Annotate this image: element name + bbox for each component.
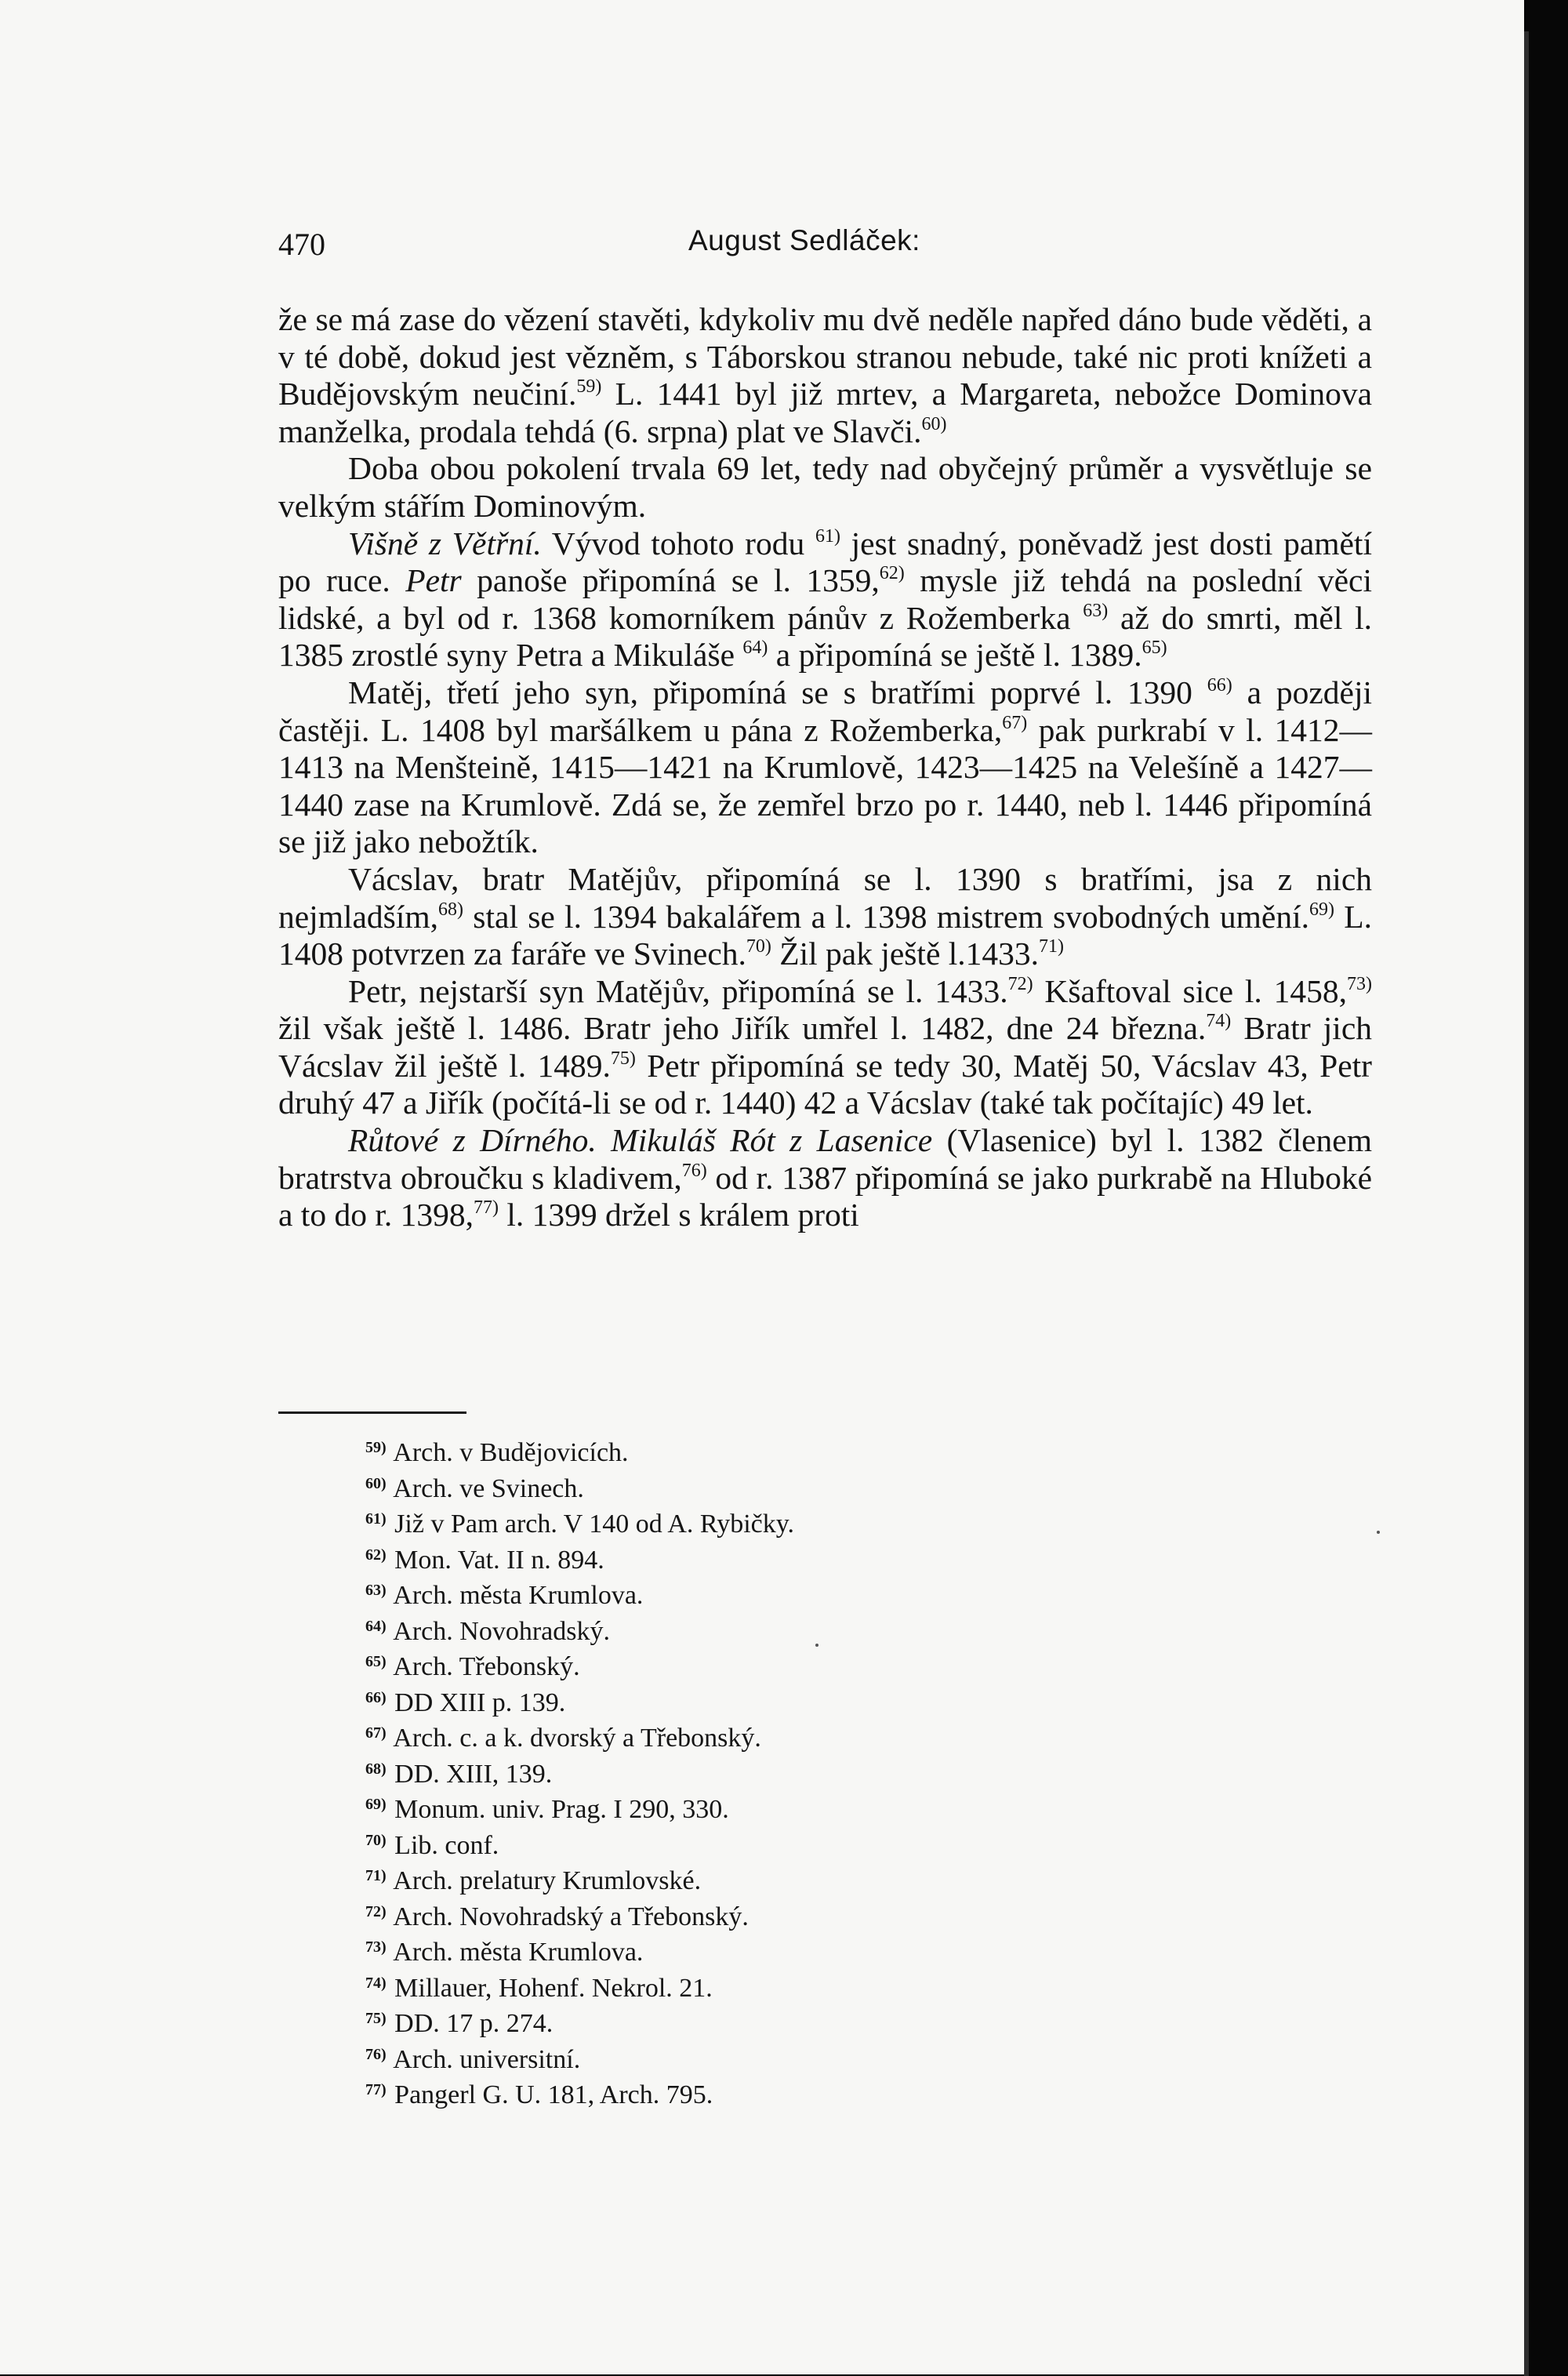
text-run: l. 1399 držel s králem proti (498, 1197, 859, 1233)
paragraph-3 (278, 525, 1372, 674)
footnote (365, 1540, 1306, 1576)
footnote-text: Arch. v Budějovicích. (393, 1438, 629, 1467)
footnote-ref: 71) (1039, 936, 1065, 957)
footnote (365, 1861, 1306, 1897)
footnote-text: Arch. města Krumlova. (393, 1938, 644, 1967)
footnote (365, 1611, 1306, 1648)
footnote-ref: 68) (438, 899, 464, 920)
footnote-number: 62) (365, 1546, 387, 1564)
footnote-text: Arch. Třebonský. (393, 1652, 580, 1681)
text-run: Petr připomíná se tedy 30, Matěj 50, Vácslav 43, Petr druhý 47 a Jiřík (počítá-li se od r. 1440) 42 a Vácslav (také tak počítajíc) 49 let. (278, 1047, 1373, 1121)
footnote (365, 2040, 1306, 2076)
paper-speck (815, 1644, 818, 1647)
page-shadow-edge (1524, 0, 1568, 2374)
text-run: jest snadný, poněvadž jest dosti pamětí po ruce. (278, 525, 1372, 599)
footnote (365, 2075, 1306, 2111)
footnote-ref: 77) (473, 1197, 499, 1219)
text-run: L. 1408 potvrzen za faráře ve Svinech. (278, 898, 1372, 972)
footnote-number: 69) (365, 1796, 387, 1813)
page-edge-line (1524, 31, 1529, 2376)
footnote-number: 73) (365, 1938, 387, 1956)
text-run: Petr, nejstarší syn Matějův, připomíná se l. 1433. (348, 972, 1008, 1009)
footnote-ref: 60) (921, 413, 947, 434)
text-run: žil však ještě l. 1486. Bratr jeho Jiřík umřel l. 1482, dne 24 března. (278, 1010, 1207, 1047)
page-number: 470 (278, 227, 325, 262)
text-run: Kšaftoval sice l. 1458, (1033, 972, 1347, 1009)
footnote (365, 1897, 1306, 1933)
footnote-text: Arch. c. a k. dvorský a Třebonský. (393, 1724, 761, 1753)
footnote-number: 74) (365, 1974, 387, 1992)
paragraph-6 (278, 973, 1372, 1122)
footnote (365, 1469, 1306, 1505)
footnote-text: DD. XIII, 139. (394, 1759, 553, 1789)
footnote-number: 61) (365, 1510, 387, 1528)
text-run: pak purkrabí v l. 1412—1413 na Menšteině, 1415—1421 na Krumlově, 1423—1425 na Velešíně a 1427—1440 zase na Krumlově. Zdá se, že zemřel brzo po r. 1440, neb l. 1446 připomíná se již jako nebožtík. (278, 711, 1372, 860)
paragraph-4 (278, 674, 1372, 861)
text-run: stal se l. 1394 bakalářem a l. 1398 mistrem svobodných umění. (463, 898, 1309, 935)
running-title: August Sedláček: (688, 224, 920, 256)
footnote-number: 77) (365, 2081, 387, 2098)
footnote-text: Lib. conf. (394, 1830, 499, 1860)
text-run: L. 1441 byl již mrtev, a Margareta, nebožce Dominova manželka, prodala tehdá (6. srpna) plat ve Slavči. (278, 376, 1372, 449)
text-run: Žil pak ještě l.1433. (771, 936, 1040, 972)
footnote-ref: 66) (1207, 674, 1232, 696)
footnote-text: Arch. prelatury Krumlovské. (393, 1866, 702, 1895)
footnote-list (365, 1433, 1306, 2111)
footnote-ref: 76) (681, 1160, 707, 1181)
family-heading: Višně z Větřní. (348, 525, 542, 561)
paragraph-7 (278, 1122, 1372, 1234)
footnote-ref: 72) (1007, 973, 1033, 994)
footnote-ref: 69) (1308, 899, 1334, 920)
footnote (365, 1647, 1306, 1683)
footnote-text: Pangerl G. U. 181, Arch. 795. (394, 2080, 713, 2109)
footnote-number: 76) (365, 2045, 387, 2063)
text-run: Matěj, třetí jeho syn, připomíná se s bratřími poprvé l. 1390 (348, 674, 1207, 710)
footnote (365, 1932, 1306, 1968)
footnote-text: Arch. universitní. (393, 2044, 581, 2074)
text-run: panoše připomíná se l. 1359, (461, 562, 880, 599)
footnote (365, 1754, 1306, 1790)
main-text (278, 301, 1372, 1234)
footnote-ref: 61) (815, 525, 840, 547)
text-run: (Vlasenice) byl l. 1382 členem bratrstva obroučku s kladivem, (278, 1122, 1372, 1196)
footnote (365, 2004, 1306, 2040)
footnote-number: 59) (365, 1439, 387, 1456)
footnote-number: 64) (365, 1617, 387, 1635)
footnote-text: Arch. Novohradský a Třebonský. (393, 1902, 749, 1931)
text-run: a později častěji. L. 1408 byl maršálkem u pána z Rožemberka, (278, 674, 1372, 748)
footnote-ref: 67) (1002, 712, 1028, 733)
text-run: Bratr jich Vácslav žil ještě l. 1489. (278, 1010, 1373, 1084)
footnote (365, 1826, 1306, 1862)
person-name: Petr (405, 562, 462, 599)
footnote (365, 1575, 1306, 1611)
person-name: Mikuláš Rót z Lasenice (611, 1122, 933, 1159)
footnote-separator (278, 1411, 466, 1414)
text-run (597, 1122, 611, 1158)
paragraph-1 (278, 301, 1372, 450)
footnote-number: 65) (365, 1653, 387, 1670)
footnote-ref: 70) (746, 936, 771, 957)
footnote-number: 72) (365, 1902, 387, 1920)
footnote-text: Arch. ve Svinech. (393, 1473, 584, 1503)
text-run: Vývod tohoto rodu (541, 525, 815, 561)
footnote-number: 71) (365, 1867, 387, 1884)
footnote-text: Již v Pam arch. V 140 od A. Rybičky. (394, 1510, 795, 1539)
text-run: mysle již tehdá na poslední věci lidské, a byl od r. 1368 komorníkem pánův z Rožemberka (278, 562, 1372, 636)
footnote (365, 1504, 1306, 1540)
footnote-text: DD. 17 p. 274. (394, 2009, 554, 2038)
paragraph-5 (278, 861, 1372, 973)
footnote-ref: 62) (879, 563, 905, 584)
footnote-ref: 59) (576, 376, 602, 398)
footnote-ref: 64) (742, 638, 768, 659)
footnote (365, 1718, 1306, 1754)
footnote (365, 1433, 1306, 1469)
footnote-number: 75) (365, 2010, 387, 2027)
footnote-ref: 63) (1083, 600, 1109, 621)
footnote-text: Monum. univ. Prag. I 290, 330. (394, 1795, 729, 1824)
family-heading: Růtové z Dírného. (348, 1122, 597, 1159)
text-run: a připomíná se ještě l. 1389. (768, 637, 1142, 674)
footnote-number: 60) (365, 1474, 387, 1492)
footnote-ref: 74) (1206, 1011, 1232, 1032)
text-run: od r. 1387 připomíná se jako purkrabě na Hluboké a to do r. 1398, (278, 1159, 1373, 1233)
footnote-ref: 73) (1347, 973, 1372, 994)
footnote (365, 1789, 1306, 1826)
footnote-number: 70) (365, 1831, 387, 1849)
footnote-number: 66) (365, 1688, 387, 1706)
footnote-number: 67) (365, 1724, 387, 1742)
footnote-text: Arch. Novohradský. (393, 1616, 610, 1646)
paragraph-2: Doba obou pokolení trvala 69 let, tedy nad obyčejný průměr a vysvětluje se velkým stářím Dominovým. (278, 450, 1372, 524)
footnote-text: Mon. Vat. II n. 894. (394, 1545, 604, 1575)
text-run: že se má zase do vězení stavěti, kdykoliv mu dvě neděle napřed dáno bude věděti, a v té době, dokud jest vězněm, s Táborskou stranou nebude, také nic proti knížeti a Budějovským neučiní. (278, 301, 1372, 412)
footnote-ref: 75) (610, 1048, 636, 1069)
text-run: Vácslav, bratr Matějův, připomíná se l. 1390 s bratřími, jsa z nich nejmladším, (278, 860, 1372, 935)
footnote-text: Arch. města Krumlova. (393, 1581, 644, 1610)
footnote (365, 1683, 1306, 1719)
footnote-ref: 65) (1142, 638, 1167, 659)
footnote-number: 63) (365, 1582, 387, 1599)
footnote (365, 1968, 1306, 2004)
paper-speck (1377, 1531, 1380, 1534)
text-run: až do smrti, měl l. 1385 zrostlé syny Petra a Mikuláše (278, 599, 1372, 674)
footnote-number: 68) (365, 1760, 387, 1778)
footnote-text: DD XIII p. 139. (394, 1688, 566, 1717)
footnote-text: Millauer, Hohenf. Nekrol. 21. (394, 1973, 713, 2003)
